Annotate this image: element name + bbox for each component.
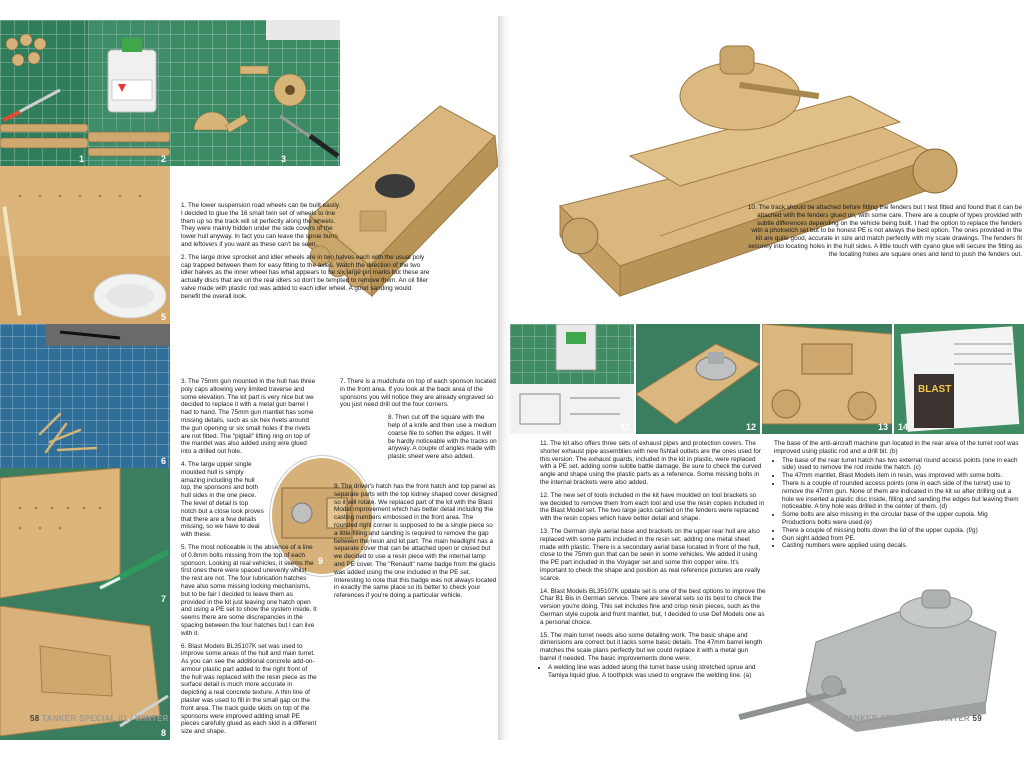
photo-number-14: 14 (898, 422, 909, 432)
column-b-bullet: • There is a couple of rounded access points (one in each side of the turret) use to remove the 47mm gun. None of them are indicated in the kit so after drilling out a hole we inserted a plastic disc inside, filling and sanding the edges but leaving them noticeable. A tiny hole was drilled in the center of them. (d) (782, 480, 1020, 511)
text-block-1-2 (181, 202, 431, 306)
right-folio-title: TANKER SPECIAL 01 / WINTER (843, 714, 970, 723)
column-b-intro: The base of the anti-aircraft machine gun located in the rear area of the turret roof was improved using plastic rod and a drill bit. (b) (774, 440, 1019, 455)
photo-number-5: 5 (160, 312, 166, 322)
left-folio (30, 714, 169, 723)
photo-6 (0, 324, 170, 468)
paragraph-8: 8. Then cut off the square with the help of a knife and then use a medium coarse file to soften the edges. It will be hardly noticeable with the tracks on anyway. A couple of angles made with plastic sheet were also added. (388, 414, 497, 461)
paragraph-7: 7. There is a mudchute on top of each sponson located in the front area. If you look at the back area of the sponsons you will notice they are already engraved so you just need drill out the four corners. (340, 378, 496, 409)
blast-box-label: BLAST (918, 384, 952, 395)
paragraph-10 (746, 204, 1022, 264)
photo-number-7: 7 (160, 594, 166, 604)
photo-number-10: 10 (704, 294, 715, 304)
paragraph-10-text: 10. The track should be attached before fitting the fenders but I test fitted and found that it can be attached with the fenders glued on, with some care. There are a couple of types provided with subtle differences depending on the vehicle being built. I had the option to replace the fenders with a photoetch set but to be honest PE is not always the best option. The ones provided in the kit are quite good, accurate in size and match perfectly with my scale drawings. The fenders fit securely into locating holes in the hull sides. A little touch with cyano glue will secure the fitting as the locating holes are square ones and tend to push the fenders out. (747, 204, 1022, 258)
paragraph-1: 1. The lower suspension road wheels can be built easily. I decided to glue the 16 small twin set of wheels to line them up so the track will sit perfectly along the wheels. They were mainly hidden under the side covers of the lower hull anyway. In fact you can leave the sprue burrs and leftovers if you want as these can't be seen. (181, 202, 341, 248)
left-page (0, 16, 500, 740)
right-page (510, 16, 1024, 740)
photo-15 (736, 582, 1024, 732)
photo-number-13: 13 (877, 422, 888, 432)
paragraph-6: 6. Blast Models BL35107K set was used to improve some areas of the hull and main turret. As you can see the additional concrete add-on-armour plastic part added to the right front of the hull was replaced with the resin piece as the surface detail is much more accurate in depicting a real concrete texture. A thin line of plaster was used to fill in the small gap on the front area. The track guide skids on top of the sponsons were improved adding small PE pieces carefully glued as each skid is a different size and shape. (181, 642, 317, 736)
paragraph-9: 9. The driver's hatch has the front hatch and top panel as separate parts with the top kidney shaped cover designed so it will rotate. We replaced part of the kit with the Blast Model improvement which has better detail including the casting numbers embossed in the front area. The rounded right corner is supposed to be a single piece so a little filling and sanding is required to remove the gap between the resin and kit part. The main headlight has a separate cover that can be attached open or closed but we decided to use a resin piece with the internal lamp and PE cover. The "Renault" name badge from the glacis was added using the one included in the PE set. Interesting to note that this badge was not always located in exactly the same place so its better to check your references if you're doing a particular vehicle. (334, 482, 498, 600)
column-b-bullet: • Casting numbers were applied using decals. (782, 542, 1020, 550)
photo-1 (0, 20, 88, 166)
paragraph-2: 2. The large drive sprocket and idler wheels are in two halves each with the usual poly cap trapped between them for easy fitting to the axles. Watch the direction of the two idler halves as the inner wheel has what appears to be six large pin marks but these are actually discs that are on the real idlers so don't be tempted to remove them. An oil filler valve made with plastic rod was added to each idler wheel. A good sanding would benefit the overall look. (181, 253, 430, 300)
photo-10 (540, 36, 960, 306)
paragraph-15-bullet: • A welding line was added along the turret base using stretched sprue and Tamiya liquid glue. A toothpick was used to engrave the welding line. (a) (548, 664, 766, 680)
left-folio-title: TANKER SPECIAL 01 / WINTER (42, 714, 169, 723)
photo-number-12: 12 (745, 422, 756, 432)
text-column-a (540, 440, 766, 679)
photo-number-15: 15 (989, 714, 1000, 724)
photo-number-8: 8 (160, 728, 166, 738)
column-b-bullet: • Some bolts are also missing in the circular base of the upper cupola. Mig Productions bolts were used.(e) (782, 511, 1020, 527)
column-b-bullet: • Gun sight added from PE. (782, 535, 1020, 543)
photo-number-9: 9 (318, 556, 324, 566)
photo-5 (0, 166, 170, 324)
paragraph-15-bullets (540, 664, 766, 680)
column-b-bullet: • There a couple of missing bolts down the lid of the upper cupola. (f/g) (782, 527, 1020, 535)
photo-number-1: 1 (78, 154, 84, 164)
paragraph-5: 5. The most noticeable is the absence of a line of 0.8mm bolts missing from the top of each sponson. Looking at real vehicles, it seems the first ones there were spaced unevenly whilst the rest are not. The four lubrication hatches have also some missing locking mechanisms, but to be fair I decided to leave them as provided in the kit just leaving one hatch open and using a PE set to show the system inside. It seems there are some discrepancies in the spacing between the four hatches but I can live with it. (181, 543, 317, 637)
left-page-number: 58 (30, 714, 40, 723)
column-b-bullet: • The 47mm mantlet, Blast Models item in resin, was improved with some bolts. (782, 472, 1020, 480)
right-folio (843, 714, 982, 723)
text-column-left (181, 378, 317, 740)
column-b-bullet: • The base of the rear turret hatch has two external round access points (one in each side) used to remove the rod inside the hatch. (c) (782, 457, 1020, 473)
photo-14 (894, 324, 1024, 434)
paragraph-11: 11. The kit also offers three sets of exhaust pipes and protection covers. The shorter exhaust pipe assemblies with new fishtail outlets are the ones used for this version. The exhaust guards, included in the kit in plastic, were replaced with a PE set, adding some subtle battle damage. Be sure to check the curved angle and shape using the plastic parts as a reference. Some missing bolts in the internal brackets were also added. (540, 440, 762, 486)
paragraph-12: 12. The new set of tools included in the kit have moulded on tool brackets so we decided to remove them from each tool and use the resin copies included in the Blast Model set. The two large jacks carried on the fenders were replaced with the resin copies which have better detail and shape. (540, 491, 765, 523)
right-page-number: 59 (972, 714, 982, 723)
photo-number-3: 3 (280, 154, 286, 164)
paragraph-3: 3. The 75mm gun mounted in the hull has three poly caps allowing very limited traverse and some elevation. The kit part is very nice but we decided to replace it with a metal gun barrel I had to hand. The 75mm gun mantlet has some missing details, such as six hex rivets around the gun opening or six small holes if the rivets are not fitted. The "pigtail" lifting ring on top of the mantlet was also added using wire glued into a drilled out hole. (181, 378, 316, 456)
photo-11 (510, 324, 634, 434)
photo-bottle (88, 20, 170, 166)
paragraph-4: 4. The large upper single moulded hull is simply amazing including the hull top, the sponsons and both hull sides in the one piece. The level of detail is top notch but a close look proves that there are a few details missing, so we have to deal with these. (181, 460, 264, 539)
photo-7 (0, 468, 170, 606)
paragraph-14: 14. Blast Models BL35107K update set is one of the best options to improve the Char B1 Bis in German service. There are several sets so its best to check the version you're doing. This set includes fine and crisp resin pieces, such as the German style cupola and front mantlet, but, I decided to use Def Models one as a personal choice. (540, 587, 766, 626)
paragraph-13: 13. The German style aerial base and brackets on the upper rear hull are also replaced with some parts included in the resin set, adding one metal sheet made with plastic. There is a secondary aerial base located in front of the hull, close to the 75mm gun that can be seen in some vehicles. We added it using the PE part included in the Voyager set and some thin copper wire. It's important to check the shape and position as real reference pictures are really scarce. (540, 527, 761, 582)
column-b-bullets (774, 457, 1020, 551)
text-column-b (774, 440, 1020, 550)
text-column-right (334, 378, 498, 605)
photo-number-6: 6 (160, 456, 166, 466)
photo-12 (636, 324, 760, 434)
photo-number-11: 11 (620, 422, 630, 432)
photo-number-4: 4 (450, 288, 456, 298)
paragraph-15: 15. The main turret needs also some detailing work. The basic shape and dimensions are correct but it lacks some basic details. The 47mm barrel length matches the scale plans perfectly but we could replace it with a metal gun barrel if needed. The basic improvements done were: (540, 631, 763, 662)
photo-number-2: 2 (160, 154, 166, 164)
photo-13 (762, 324, 892, 434)
